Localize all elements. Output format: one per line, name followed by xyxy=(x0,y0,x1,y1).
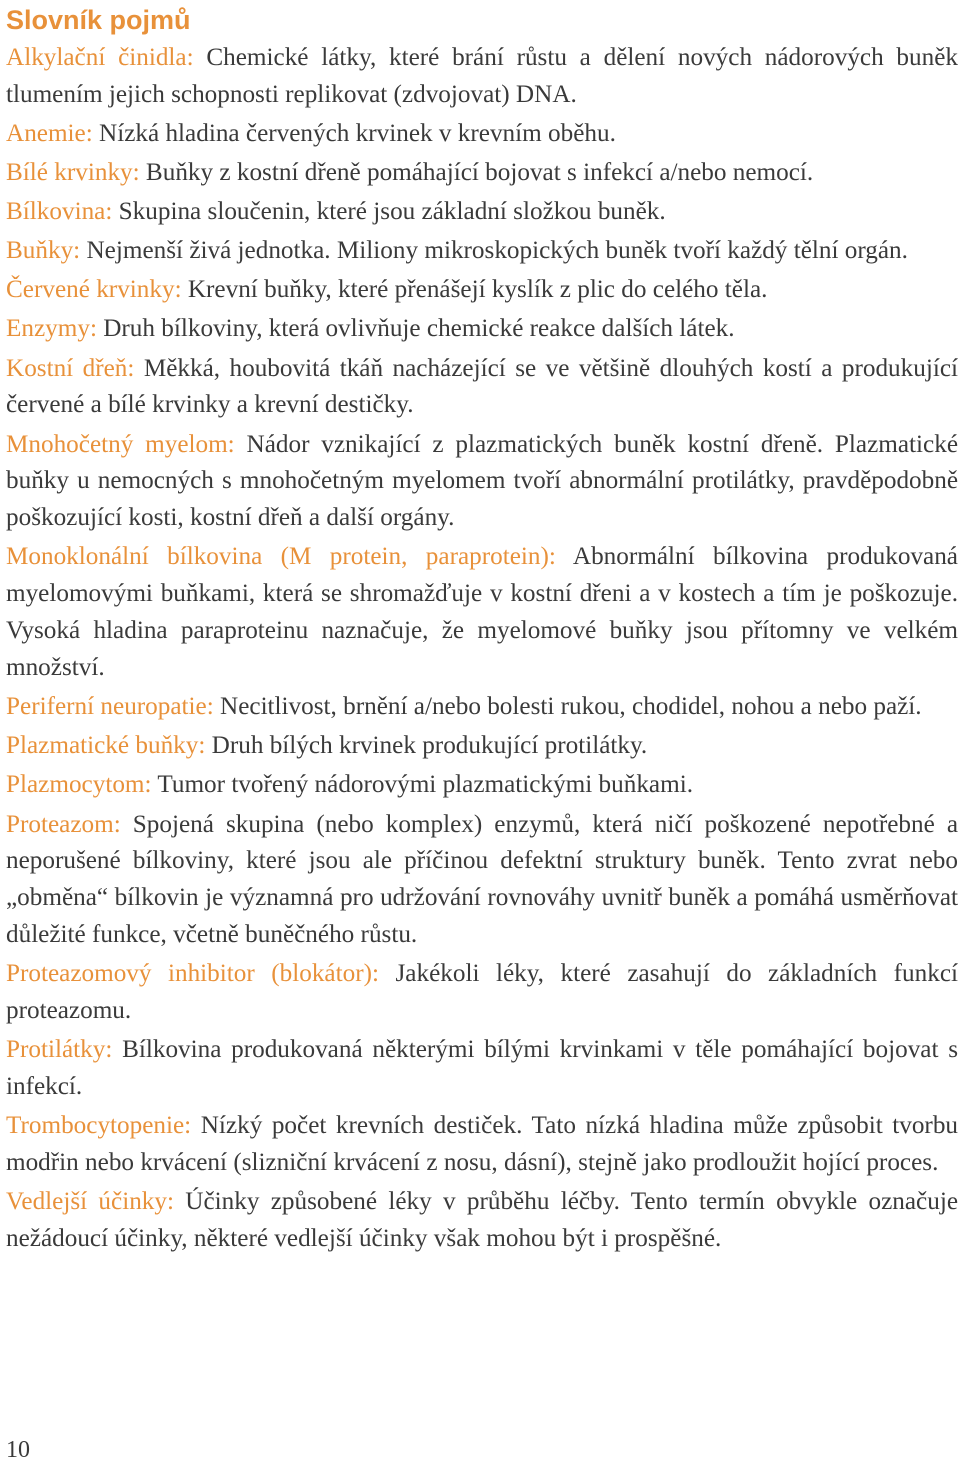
glossary-definition: Nejmenší živá jednotka. Miliony mikroskopických buněk tvoří každý tělní orgán. xyxy=(86,237,908,265)
glossary-definition: Tumor tvořený nádorovými plazmatickými buňkami. xyxy=(157,771,693,799)
glossary-term: Anemie: xyxy=(6,120,93,147)
glossary-entry xyxy=(6,728,958,765)
glossary-definition: Druh bílých krvinek produkující protilátky. xyxy=(211,732,648,760)
glossary-definition: Nádor vznikající z plazmatických buněk kostní dřeně. Plazmatické buňky u nemocných s mnohočetným myelomem tvoří abnormální protilátky, pravděpodobně poškozující kosti, kostní dřeň a další orgány. xyxy=(6,430,958,532)
glossary-term: Periferní neuropatie: xyxy=(6,693,214,721)
glossary-entry xyxy=(6,1032,958,1106)
glossary-entry xyxy=(6,1108,958,1182)
glossary-term: Proteazom: xyxy=(6,810,121,838)
glossary-term: Plazmatické buňky: xyxy=(6,732,206,760)
glossary-term: Enzymy: xyxy=(6,315,97,343)
glossary-term: Bílé krvinky: xyxy=(6,159,140,187)
glossary-definition: Nízký počet krevních destiček. Tato nízká hladina může způsobit tvorbu modřin nebo krvácení (slizniční krvácení z nosu, dásní), stejně jako prodloužit hojící proces. xyxy=(6,1112,959,1177)
glossary-term: Alkylační činidla: xyxy=(6,44,194,71)
glossary-entry xyxy=(6,351,958,425)
glossary-term: Plazmocytom: xyxy=(6,771,152,799)
glossary-definition: Skupina sloučenin, které jsou základní složkou buněk. xyxy=(118,198,666,226)
glossary-term: Monoklonální bílkovina (M protein, paraprotein): xyxy=(6,543,556,571)
glossary-definition: Abnormální bílkovina produkovaná myelomovými buňkami, která se shromažďuje v kostní dřeni a v kostech a tím je poškozuje. Vysoká hladina paraproteinu naznačuje, že myelomové buňky jsou přítomny ve velkém množství. xyxy=(6,543,958,682)
glossary-entry xyxy=(6,767,958,804)
glossary-entry xyxy=(6,1184,958,1258)
glossary-definition: Nízká hladina červených krvinek v krevním oběhu. xyxy=(99,120,616,147)
glossary-definition: Necitlivost, brnění a/nebo bolesti rukou, chodidel, nohou a nebo paží. xyxy=(220,693,922,721)
glossary-term: Vedlejší účinky: xyxy=(6,1188,174,1216)
glossary-definition: Buňky z kostní dřeně pomáhající bojovat s infekcí a/nebo nemocí. xyxy=(145,159,814,187)
glossary-entry xyxy=(6,40,958,114)
glossary-term: Trombocytopenie: xyxy=(6,1112,192,1140)
glossary-entry xyxy=(6,539,958,687)
glossary-entry xyxy=(6,311,958,348)
glossary-page xyxy=(6,0,958,1260)
glossary-entry xyxy=(6,807,958,955)
glossary-term: Protilátky: xyxy=(6,1036,113,1064)
glossary-definition: Účinky způsobené léky v průběhu léčby. Tento termín obvykle označuje nežádoucí účinky, některé vedlejší účinky však mohou být i prospěšné. xyxy=(6,1188,959,1253)
glossary-definition: Krevní buňky, které přenášejí kyslík z plic do celého těla. xyxy=(187,276,768,304)
glossary-term: Buňky: xyxy=(6,237,81,265)
glossary-definition: Druh bílkoviny, která ovlivňuje chemické reakce dalších látek. xyxy=(103,315,735,343)
glossary-term: Červené krvinky: xyxy=(6,276,182,304)
glossary-entry xyxy=(6,155,958,192)
glossary-entry xyxy=(6,689,958,726)
glossary-entry xyxy=(6,427,958,538)
glossary-entry xyxy=(6,233,958,270)
glossary-term: Bílkovina: xyxy=(6,198,113,226)
glossary-definition: Chemické látky, které brání růstu a dělení nových nádorových buněk tlumením jejich schopnosti replikovat (zdvojovat) DNA. xyxy=(6,44,958,108)
glossary-definition: Měkká, houbovitá tkáň nacházející se ve většině dlouhých kostí a produkující červené a bílé krvinky a krevní destičky. xyxy=(6,354,958,419)
glossary-list xyxy=(6,40,958,1258)
page-number: 10 xyxy=(6,1437,30,1463)
glossary-definition: Jakékoli léky, které zasahují do základních funkcí proteazomu. xyxy=(6,960,958,1025)
glossary-term: Mnohočetný myelom: xyxy=(6,430,235,458)
page-title: Slovník pojmů xyxy=(6,5,191,35)
glossary-term: Proteazomový inhibitor (blokátor): xyxy=(6,960,379,988)
glossary-term: Kostní dřeň: xyxy=(6,354,135,382)
glossary-definition: Bílkovina produkovaná některými bílými krvinkami v těle pomáhající bojovat s infekcí. xyxy=(6,1036,959,1101)
glossary-definition: Spojená skupina (nebo komplex) enzymů, která ničí poškozené nepotřebné a neporušené bílkoviny, které jsou ale příčinou defektní struktury buněk. Tento zvrat nebo „obměna“ bílkovin je významná pro udržování rovnováhy uvnitř buněk a pomáhá usměrňovat důležité funkce, včetně buněčného růstu. xyxy=(6,810,958,949)
glossary-entry xyxy=(6,194,958,231)
glossary-entry xyxy=(6,956,958,1030)
glossary-entry xyxy=(6,272,958,309)
glossary-entry xyxy=(6,116,958,153)
